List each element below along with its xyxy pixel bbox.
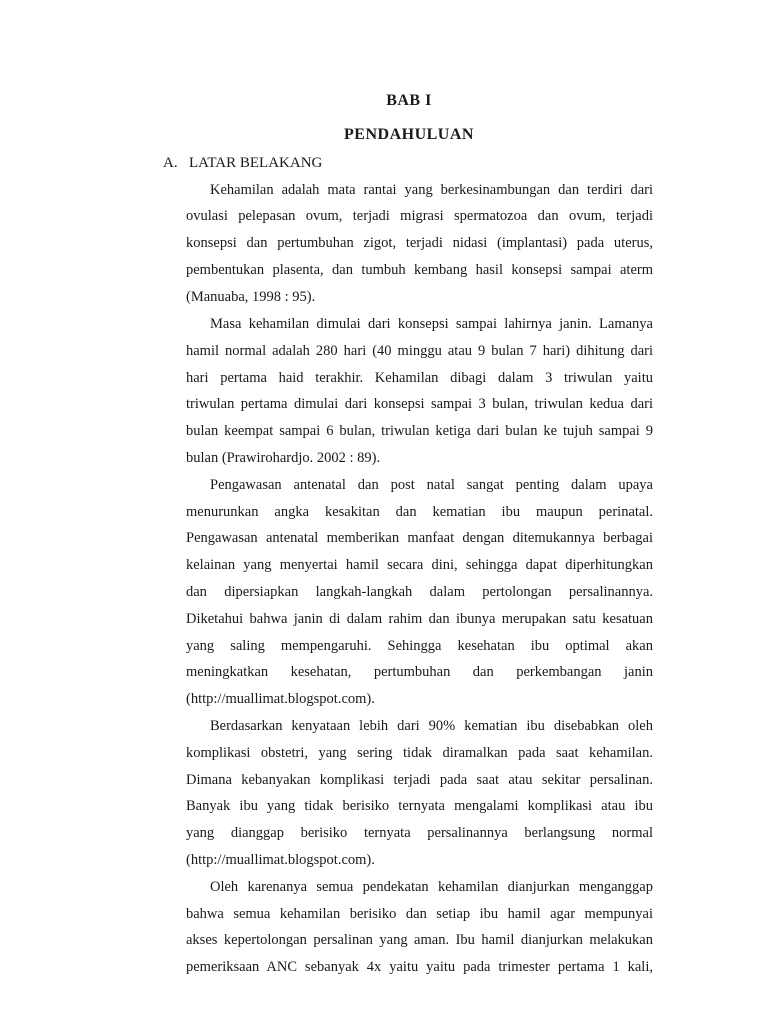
text-line: (Manuaba, 1998 : 95).	[186, 289, 316, 305]
section-heading	[163, 155, 322, 172]
text-line: ovulasi pelepasan ovum, terjadi migrasi spermatozoa dan ovum, terjadi	[186, 208, 653, 224]
text-line: (http://muallimat.blogspot.com).	[186, 852, 375, 868]
text-line: Masa kehamilan dimulai dari konsepsi sampai lahirnya janin. Lamanya	[210, 316, 653, 332]
text-line: Pengawasan antenatal memberikan manfaat dengan ditemukannya berbagai	[186, 530, 653, 546]
text-line: pemeriksaan ANC sebanyak 4x yaitu yaitu pada trimester pertama 1 kali,	[186, 959, 653, 975]
text-line: bahwa semua kehamilan berisiko dan setiap ibu hamil agar mempunyai	[186, 906, 653, 922]
section-title: LATAR BELAKANG	[189, 155, 323, 171]
text-line: hamil normal adalah 280 hari (40 minggu atau 9 bulan 7 hari) dihitung dari	[186, 343, 653, 359]
text-line: yang saling mempengaruhi. Sehingga kesehatan ibu optimal akan	[186, 638, 653, 654]
text-line: menurunkan angka kesakitan dan kematian ibu maupun perinatal.	[186, 504, 653, 520]
text-line: yang dianggap berisiko ternyata persalinannya berlangsung normal	[186, 825, 653, 841]
text-line: (http://muallimat.blogspot.com).	[186, 691, 375, 707]
text-line: komplikasi obstetri, yang sering tidak diramalkan pada saat kehamilan.	[186, 745, 653, 761]
text-line: Dimana kebanyakan komplikasi terjadi pada saat atau sekitar persalinan.	[186, 772, 653, 788]
section-number: A.	[163, 155, 178, 171]
text-line: Diketahui bahwa janin di dalam rahim dan ibunya merupakan satu kesatuan	[186, 611, 653, 627]
text-line: Oleh karenanya semua pendekatan kehamilan dianjurkan menganggap	[210, 879, 653, 895]
text-line: konsepsi dan pertumbuhan zigot, terjadi nidasi (implantasi) pada uterus,	[186, 235, 653, 251]
text-line: Berdasarkan kenyataan lebih dari 90% kematian ibu disebabkan oleh	[210, 718, 653, 734]
text-line: akses kepertolongan persalinan yang aman. Ibu hamil dianjurkan melakukan	[186, 932, 653, 948]
chapter-title: PENDAHULUAN	[344, 126, 474, 143]
text-line: Pengawasan antenatal dan post natal sangat penting dalam upaya	[210, 477, 653, 493]
chapter-heading: BAB I	[386, 92, 432, 109]
text-line: bulan keempat sampai 6 bulan, triwulan ketiga dari bulan ke tujuh sampai 9	[186, 423, 653, 439]
text-line: hari pertama haid terakhir. Kehamilan dibagi dalam 3 triwulan yaitu	[186, 370, 653, 386]
text-line: kelainan yang menyertai hamil secara dini, sehingga dapat diperhitungkan	[186, 557, 653, 573]
text-line: meningkatkan kesehatan, pertumbuhan dan perkembangan janin	[186, 664, 653, 680]
text-line: bulan (Prawirohardjo. 2002 : 89).	[186, 450, 381, 466]
text-line: Kehamilan adalah mata rantai yang berkesinambungan dan terdiri dari	[210, 182, 653, 198]
text-line: pembentukan plasenta, dan tumbuh kembang hasil konsepsi sampai aterm	[186, 262, 653, 278]
text-line: Banyak ibu yang tidak berisiko ternyata mengalami komplikasi atau ibu	[186, 798, 653, 814]
text-line: triwulan pertama dimulai dari konsepsi sampai 3 bulan, triwulan kedua dari	[186, 396, 653, 412]
text-line: dan dipersiapkan langkah-langkah dalam pertolongan persalinannya.	[186, 584, 653, 600]
